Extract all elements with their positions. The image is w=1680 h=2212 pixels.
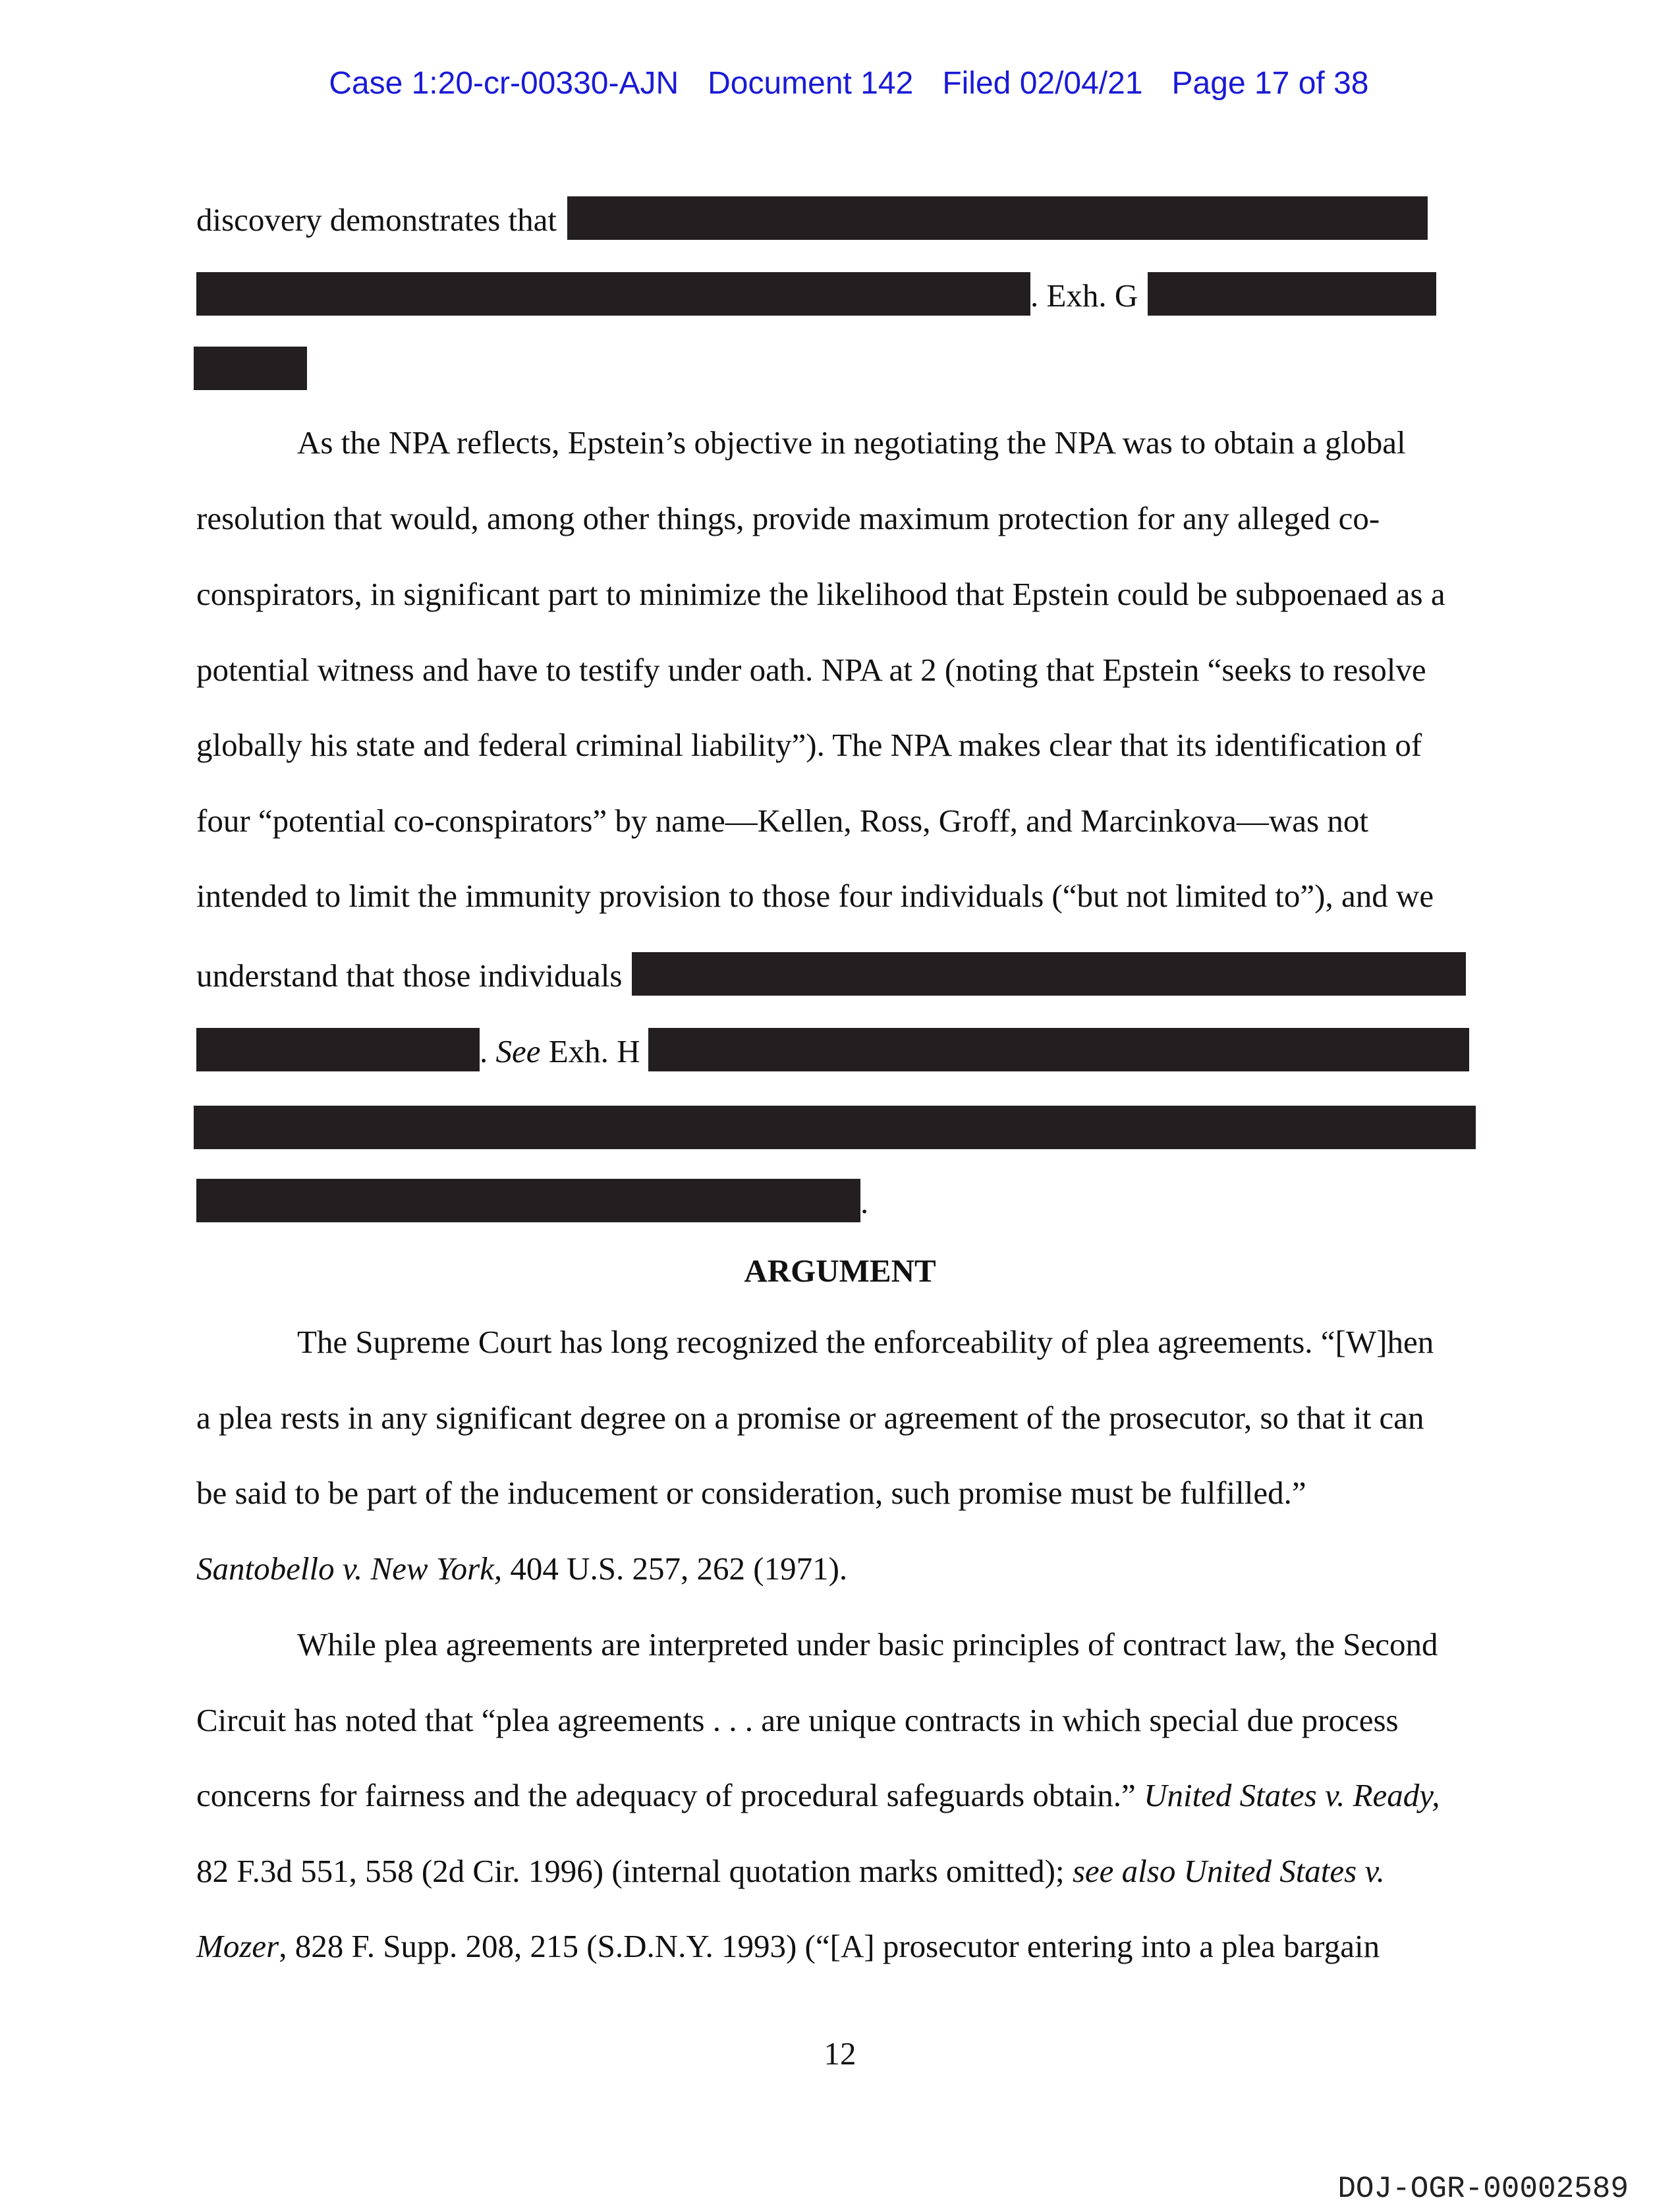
text-line: four “potential co-conspirators” by name—Kellen, Ross, Groff, and Marcinkova—was not [196, 803, 1368, 839]
text-line: globally his state and federal criminal liability”). The NPA makes clear that its identification of [196, 727, 1422, 763]
text-line: be said to be part of the inducement or consideration, such promise must be fulfilled.” [196, 1475, 1306, 1511]
filed-date: Filed 02/04/21 [942, 66, 1143, 101]
redaction-bar [196, 1028, 480, 1071]
text-span: . Exh. G [1030, 277, 1138, 314]
redaction-bar [196, 1179, 860, 1222]
redaction-bar [567, 196, 1428, 240]
text-span: understand that those individuals [196, 957, 623, 994]
redaction-bar [1148, 272, 1436, 316]
text-line: potential witness and have to testify under oath. NPA at 2 (noting that Epstein “seeks to resolve [196, 652, 1426, 688]
case-citation: United States v. Ready, [1144, 1777, 1440, 1813]
text-line [196, 272, 1488, 312]
text-line [196, 196, 1488, 236]
text-line [196, 952, 1488, 992]
bates-number: DOJ-OGR-00002589 [1337, 2172, 1629, 2206]
document-number: Document 142 [708, 66, 914, 101]
text-line: The Supreme Court has long recognized the enforceability of plea agreements. “[W]hen [297, 1324, 1434, 1360]
page-indicator: Page 17 of 38 [1171, 66, 1369, 101]
text-line: resolution that would, among other things, provide maximum protection for any alleged co- [196, 500, 1380, 536]
text-line [196, 1028, 1488, 1067]
text-line: As the NPA reflects, Epstein’s objective in negotiating the NPA was to obtain a global [297, 424, 1406, 461]
text-span: 404 U.S. 257, 262 (1971). [502, 1550, 848, 1587]
case-number: Case 1:20-cr-00330-AJN [329, 66, 679, 101]
text-line [196, 1852, 1488, 1891]
text-span: , 828 F. Supp. 208, 215 (S.D.N.Y. 1993) (“[A] prosecutor entering into a plea bargain [279, 1928, 1380, 1964]
redaction-bar [632, 952, 1466, 996]
text-line: While plea agreements are interpreted under basic principles of contract law, the Second [297, 1626, 1438, 1662]
case-citation: Santobello v. New York, [196, 1550, 503, 1587]
page-number: 12 [824, 2035, 856, 2072]
ecf-header [0, 29, 1680, 101]
section-heading: ARGUMENT [744, 1253, 936, 1289]
case-citation: Mozer [196, 1928, 279, 1964]
text-line [196, 1179, 1488, 1218]
text-span: discovery demonstrates that [196, 202, 557, 238]
text-line: intended to limit the immunity provision to those four individuals (“but not limited to”), and we [196, 878, 1434, 914]
text-span: concerns for fairness and the adequacy of procedural safeguards obtain.” [196, 1777, 1144, 1813]
text-line [196, 1776, 1488, 1815]
text-span: . [860, 1184, 869, 1220]
text-line [196, 1927, 1488, 1966]
text-line [196, 1549, 1488, 1589]
redaction-bar [194, 347, 307, 390]
case-citation: see also United States v. [1072, 1853, 1385, 1889]
text-line: conspirators, in significant part to minimize the likelihood that Epstein could be subpoenaed as a [196, 576, 1445, 612]
redaction-bar [194, 1106, 1476, 1149]
redaction-bar [196, 272, 1030, 316]
text-span: . [480, 1033, 496, 1069]
text-span: 82 F.3d 551, 558 (2d Cir. 1996) (internal quotation marks omitted); [196, 1853, 1073, 1889]
text-line: a plea rests in any significant degree on a promise or agreement of the prosecutor, so that it can [196, 1400, 1424, 1436]
signal-see: See [495, 1033, 541, 1069]
text-span: Exh. H [540, 1033, 640, 1069]
redaction-bar [648, 1028, 1469, 1071]
text-line: Circuit has noted that “plea agreements . . . are unique contracts in which special due process [196, 1702, 1399, 1738]
